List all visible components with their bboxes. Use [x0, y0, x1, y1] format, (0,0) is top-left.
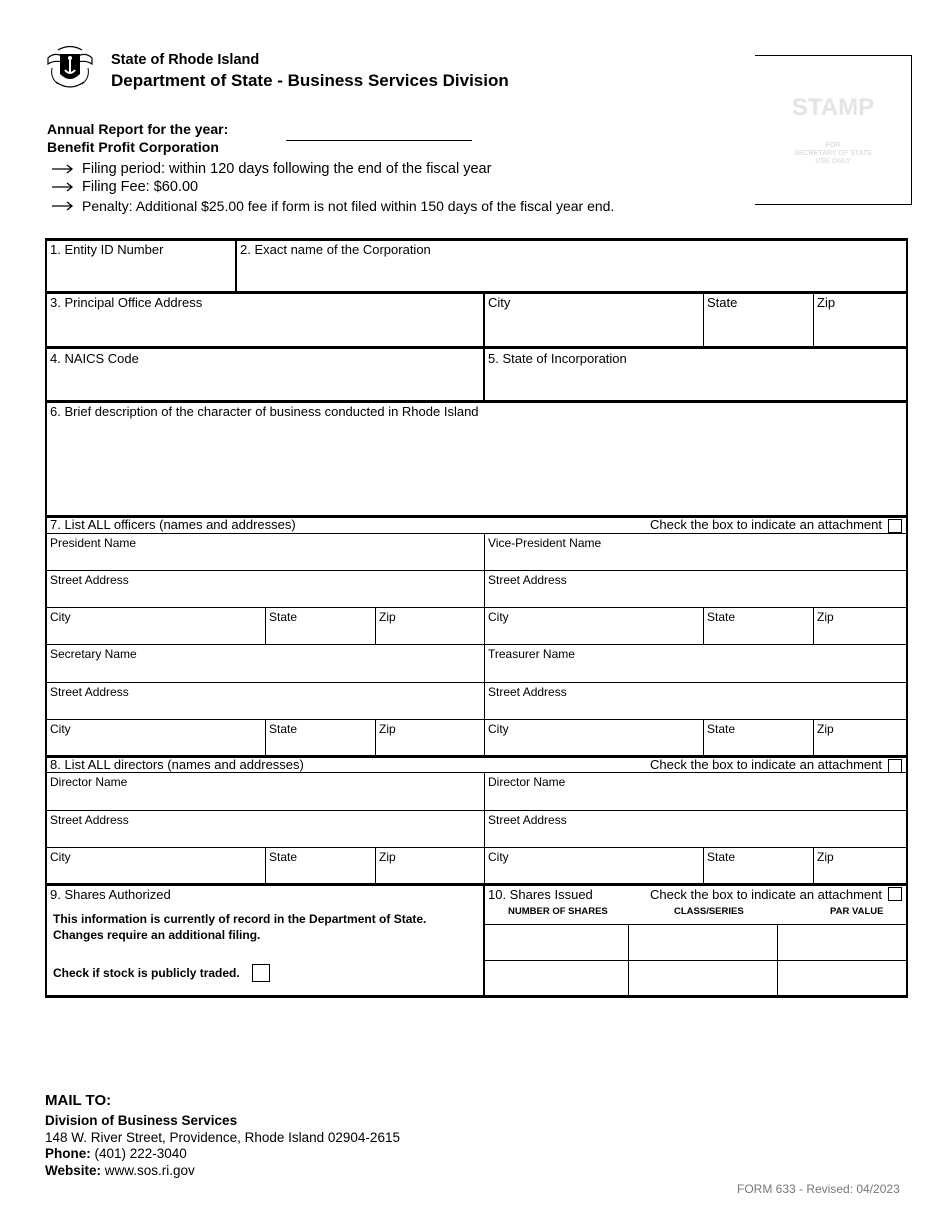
state-label: State	[269, 610, 298, 624]
shares-note-line: This information is currently of record in the Department of State.	[53, 912, 427, 926]
zip-label: Zip	[379, 850, 396, 864]
mail-website	[45, 1163, 195, 1178]
website-value: www.sos.ri.gov	[101, 1163, 195, 1178]
shares-number-field-2[interactable]	[485, 961, 628, 995]
col-class-series: CLASS/SERIES	[674, 906, 744, 917]
street-label: Street Address	[488, 685, 567, 699]
state-seal-icon	[44, 44, 96, 92]
director-name-label: Director Name	[50, 775, 128, 789]
city-label: City	[488, 610, 509, 624]
shares-authorized-note	[53, 911, 426, 943]
instruction-filing-period	[52, 161, 491, 177]
shares-par-field-2[interactable]	[778, 961, 906, 995]
vice-president-zip-field[interactable]	[814, 607, 906, 644]
naics-code-field[interactable]	[47, 349, 483, 400]
report-year-field[interactable]	[286, 139, 472, 141]
mail-org: Division of Business Services	[45, 1113, 238, 1128]
secretary-state-field[interactable]	[266, 719, 375, 755]
director-2-zip-field[interactable]	[814, 847, 906, 883]
corporation-name-label: 2. Exact name of the Corporation	[240, 242, 431, 257]
director-1-zip-field[interactable]	[376, 847, 484, 883]
mail-address: 148 W. River Street, Providence, Rhode Island 02904-2615	[45, 1130, 400, 1145]
state-label: State	[707, 722, 736, 736]
director-1-state-field[interactable]	[266, 847, 375, 883]
director-2-state-field[interactable]	[704, 847, 813, 883]
principal-address-field[interactable]	[47, 293, 483, 346]
instruction-text: Penalty: Additional $25.00 fee if form is not filed within 150 days of the fiscal year end.	[82, 198, 615, 214]
secretary-zip-field[interactable]	[376, 719, 484, 755]
mail-to-heading: MAIL TO:	[45, 1092, 112, 1109]
stamp-note-line: FOR	[825, 142, 841, 149]
shares-attachment-note: Check the box to indicate an attachment	[650, 887, 882, 902]
treasurer-name-label: Treasurer Name	[488, 647, 575, 661]
secretary-name-label: Secretary Name	[50, 647, 137, 661]
treasurer-city-field[interactable]	[485, 719, 703, 755]
director-2-city-field[interactable]	[485, 847, 703, 883]
director-1-city-field[interactable]	[47, 847, 265, 883]
stamp-note-line: USE ONLY	[815, 158, 851, 165]
report-year-label: Annual Report for the year:	[47, 121, 229, 137]
col-number-of-shares: NUMBER OF SHARES	[508, 906, 608, 917]
stamp-note	[755, 142, 911, 166]
stamp-box	[755, 55, 912, 205]
state-of-incorporation-field[interactable]	[485, 349, 906, 400]
zip-label: Zip	[379, 722, 396, 736]
president-street-field[interactable]	[47, 570, 484, 607]
shares-class-field-2[interactable]	[629, 961, 777, 995]
shares-issued-label: 10. Shares Issued	[488, 887, 593, 902]
form-number: FORM 633 - Revised: 04/2023	[737, 1182, 900, 1196]
directors-attachment-note: Check the box to indicate an attachment	[650, 757, 882, 772]
officers-attachment-note: Check the box to indicate an attachment	[650, 517, 882, 532]
principal-state-field[interactable]	[704, 293, 813, 346]
naics-code-label: 4. NAICS Code	[50, 351, 139, 366]
form-border-bottom	[45, 995, 908, 998]
state-of-incorporation-label: 5. State of Incorporation	[488, 351, 627, 366]
street-label: Street Address	[50, 813, 129, 827]
shares-note-line: Changes require an additional filing.	[53, 928, 261, 942]
officers-attachment-checkbox[interactable]	[888, 519, 902, 533]
business-description-field[interactable]	[47, 402, 906, 515]
entity-id-label: 1. Entity ID Number	[50, 242, 164, 257]
president-name-field[interactable]	[47, 533, 484, 570]
street-label: Street Address	[488, 573, 567, 587]
treasurer-state-field[interactable]	[704, 719, 813, 755]
arrow-right-icon	[52, 201, 74, 211]
publicly-traded-checkbox[interactable]	[252, 964, 270, 982]
city-label: City	[50, 850, 71, 864]
stamp-note-line: SECRETARY OF STATE	[794, 150, 872, 157]
director-2-street-field[interactable]	[485, 810, 906, 847]
president-state-field[interactable]	[266, 607, 375, 644]
zip-label: Zip	[817, 850, 834, 864]
header-state: State of Rhode Island	[111, 52, 260, 68]
vice-president-state-field[interactable]	[704, 607, 813, 644]
business-description-label: 6. Brief description of the character of business conducted in Rhode Island	[50, 404, 479, 419]
director-2-name-field[interactable]	[485, 772, 906, 810]
city-label: City	[488, 722, 509, 736]
arrow-right-icon	[52, 164, 74, 174]
state-label: State	[707, 295, 738, 310]
principal-city-field[interactable]	[485, 293, 703, 346]
directors-section-label: 8. List ALL directors (names and addresses)	[50, 757, 304, 772]
vice-president-name-label: Vice-President Name	[488, 536, 602, 550]
directors-attachment-checkbox[interactable]	[888, 759, 902, 773]
treasurer-street-field[interactable]	[485, 682, 906, 719]
secretary-name-field[interactable]	[47, 644, 484, 682]
vice-president-name-field[interactable]	[485, 533, 906, 570]
arrow-right-icon	[52, 182, 74, 192]
shares-par-field-1[interactable]	[778, 925, 906, 960]
zip-label: Zip	[817, 722, 834, 736]
president-zip-field[interactable]	[376, 607, 484, 644]
website-label: Website:	[45, 1163, 102, 1178]
entity-id-field[interactable]	[47, 240, 235, 291]
street-label: Street Address	[488, 813, 567, 827]
report-type-label: Benefit Profit Corporation	[47, 139, 219, 155]
instruction-filing-fee	[52, 179, 198, 195]
city-label: City	[50, 722, 71, 736]
city-label: City	[50, 610, 71, 624]
phone-value: (401) 222-3040	[90, 1146, 187, 1161]
vice-president-street-field[interactable]	[485, 570, 906, 607]
header-department: Department of State - Business Services Division	[111, 71, 509, 90]
secretary-city-field[interactable]	[47, 719, 265, 755]
director-1-name-field[interactable]	[47, 772, 484, 810]
mail-phone	[45, 1146, 187, 1161]
director-1-street-field[interactable]	[47, 810, 484, 847]
zip-label: Zip	[379, 610, 396, 624]
corporation-name-field[interactable]	[237, 240, 906, 291]
state-label: State	[707, 850, 736, 864]
treasurer-name-field[interactable]	[485, 644, 906, 682]
stamp-title: STAMP	[791, 94, 875, 121]
shares-class-field-1[interactable]	[629, 925, 777, 960]
instruction-penalty	[52, 198, 614, 214]
state-label: State	[269, 850, 298, 864]
vice-president-city-field[interactable]	[485, 607, 703, 644]
secretary-street-field[interactable]	[47, 682, 484, 719]
state-label: State	[269, 722, 298, 736]
zip-label: Zip	[817, 610, 834, 624]
publicly-traded-label: Check if stock is publicly traded.	[53, 966, 240, 980]
officers-section-label: 7. List ALL officers (names and addresses)	[50, 517, 296, 532]
treasurer-zip-field[interactable]	[814, 719, 906, 755]
city-label: City	[488, 295, 511, 310]
instruction-text: Filing period: within 120 days following the end of the fiscal year	[82, 161, 492, 177]
phone-label: Phone:	[45, 1146, 91, 1161]
president-city-field[interactable]	[47, 607, 265, 644]
zip-label: Zip	[817, 295, 836, 310]
city-label: City	[488, 850, 509, 864]
instruction-text: Filing Fee: $60.00	[82, 179, 199, 195]
col-par-value: PAR VALUE	[830, 906, 884, 917]
principal-address-label: 3. Principal Office Address	[50, 295, 203, 310]
principal-zip-field[interactable]	[814, 293, 906, 346]
state-label: State	[707, 610, 736, 624]
street-label: Street Address	[50, 685, 129, 699]
shares-attachment-checkbox[interactable]	[888, 887, 902, 901]
director-name-label: Director Name	[488, 775, 566, 789]
shares-authorized-label: 9. Shares Authorized	[50, 887, 171, 902]
street-label: Street Address	[50, 573, 129, 587]
president-name-label: President Name	[50, 536, 137, 550]
shares-number-field-1[interactable]	[485, 925, 628, 960]
